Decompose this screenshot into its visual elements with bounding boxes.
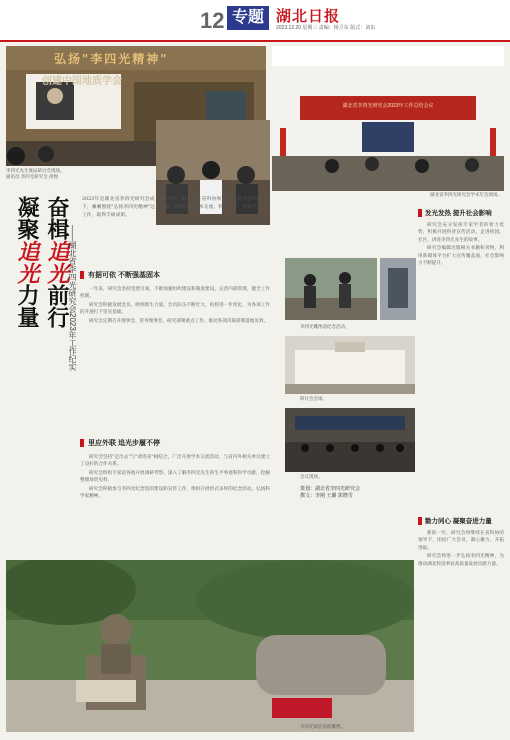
headline-subtitle: ——湖北省李四光研究会2023年工作纪实 (68, 225, 77, 371)
section-1-title: 有据可依 不断强基固本 (88, 272, 160, 279)
section-marker (80, 439, 84, 447)
section-3-body (418, 222, 504, 267)
paragraph: 研究会编辑出版相关书籍和刊物，利用新媒体平台扩大宣传覆盖面，社会影响力不断提升。 (418, 246, 504, 267)
small-caption-1: 李四光雕像前纪念活动。 (300, 324, 350, 329)
headline-line-1 (14, 196, 40, 328)
section-tag: 专题 (227, 6, 269, 30)
conference-banner: 湖北省李四光研究会2023年工作总结会议 (342, 103, 434, 109)
small-photo-1 (285, 258, 377, 320)
paragraph: 新的一年，研究会将继续在省科协的领导下，团结广大会员，凝心聚力，开拓进取。 (418, 531, 504, 551)
paragraph: 研究会积极参与李四光纪念馆的建设和宣传工作，组织开展形式多样的纪念活动，弘扬科学家精神。 (80, 486, 270, 500)
section-4-title: 勠力同心 凝聚奋进力量 (425, 518, 492, 525)
headline-word: 奋楫 (44, 196, 70, 240)
section-3-title: 发光发热 提升社会影响 (425, 210, 492, 217)
section-marker (418, 209, 422, 217)
bottom-caption: 李四光故居前的雕像。 (300, 724, 345, 729)
intro-paragraph: 2023年是湖北省李四光研究会成立40周年，研究会在省科协和中国地质学会的指导下，紧紧围绕"弘扬李四光精神"这一主题，积极开展学术交流、科普宣传、决策咨询等工作，取得丰硕成果。 (82, 197, 267, 218)
section-2 (80, 438, 270, 501)
statue-visit-graphic (285, 258, 377, 320)
headline-word: 前行 (44, 284, 70, 328)
photo-caption-2: 湖北省李四光研究会学术年会现场。 (430, 192, 502, 197)
headline-highlight: 追光 (44, 240, 70, 284)
page-header (0, 0, 510, 42)
small-caption-3: 会议现场。 (300, 474, 323, 479)
wall-text: 创建中国地质学会 (42, 76, 122, 87)
section-1 (80, 270, 270, 326)
section-3 (418, 208, 504, 268)
paragraph: 研究会坚持"走出去"与"请进来"相结合，广泛开展学术交流活动，与省内外相关单位建立了良好的合作关系。 (80, 455, 270, 468)
photo-caption-1: 李四光先生诞辰研讨会现场。 通讯员 李四光研究会 供图 (6, 168, 65, 179)
section-2-title: 里应外联 追光步履不停 (88, 440, 160, 447)
banner-text: 弘扬"李四光精神" (54, 52, 169, 66)
section-4 (418, 516, 504, 569)
headline-word: 力量 (14, 284, 40, 328)
building-graphic (285, 336, 415, 394)
bottom-photo (6, 560, 414, 732)
section-marker (80, 271, 84, 279)
portrait-graphic (380, 258, 416, 320)
section-marker (418, 517, 422, 525)
headline-highlight: 追光 (14, 240, 40, 284)
paragraph: 研究会将进一步弘扬李四光精神，为推动湖北科技事业高质量发展贡献力量。 (418, 554, 504, 567)
section-4-body (418, 530, 504, 568)
masthead-logo: 湖北日报 (276, 7, 341, 25)
page-number: 12 (200, 8, 225, 33)
top-photo-right (272, 46, 504, 191)
byline: 策划：湖北省李四光研究会 撰文：李刚 王璐 郭晓雪 (300, 486, 361, 499)
paragraph: 研究会充分发挥专家学者的智力优势，积极开展科普宣传活动，走进校园、社区，讲述李四光先生的故事。 (418, 223, 504, 243)
section-1-body (80, 286, 270, 325)
small-caption-2: 研讨会会场。 (300, 396, 327, 401)
date-line: 2023.12.20 星期三 责编：杨卫东 版式：刘东 (276, 25, 376, 31)
paragraph: 研究会积极发展会员，吸纳新生力量，会员队伍不断壮大，结构进一步优化，为各项工作的开展打下坚实基础。 (80, 302, 270, 316)
statue-garden-graphic (6, 560, 414, 732)
conference-photo-graphic (272, 46, 504, 191)
paragraph: 研究会组织专家赴各地开展调研考察，深入了解李四光先生的生平事迹和科学贡献，挖掘整理珍贵史料。 (80, 470, 270, 484)
section-2-body (80, 454, 270, 500)
meeting-room-graphic (285, 408, 415, 472)
small-photo-3 (285, 336, 415, 394)
paragraph: 一年来，研究会坚持党建引领，不断加强组织建设和制度建设，完善内部管理，健全工作机制。 (80, 287, 270, 300)
small-photo-2 (380, 258, 416, 320)
headline-word: 凝聚 (14, 196, 40, 240)
paragraph: 研究会定期召开理事会、常务理事会，研究部署重点工作，推动各项决策部署落地见效。 (89, 318, 269, 324)
small-photo-4 (285, 408, 415, 472)
